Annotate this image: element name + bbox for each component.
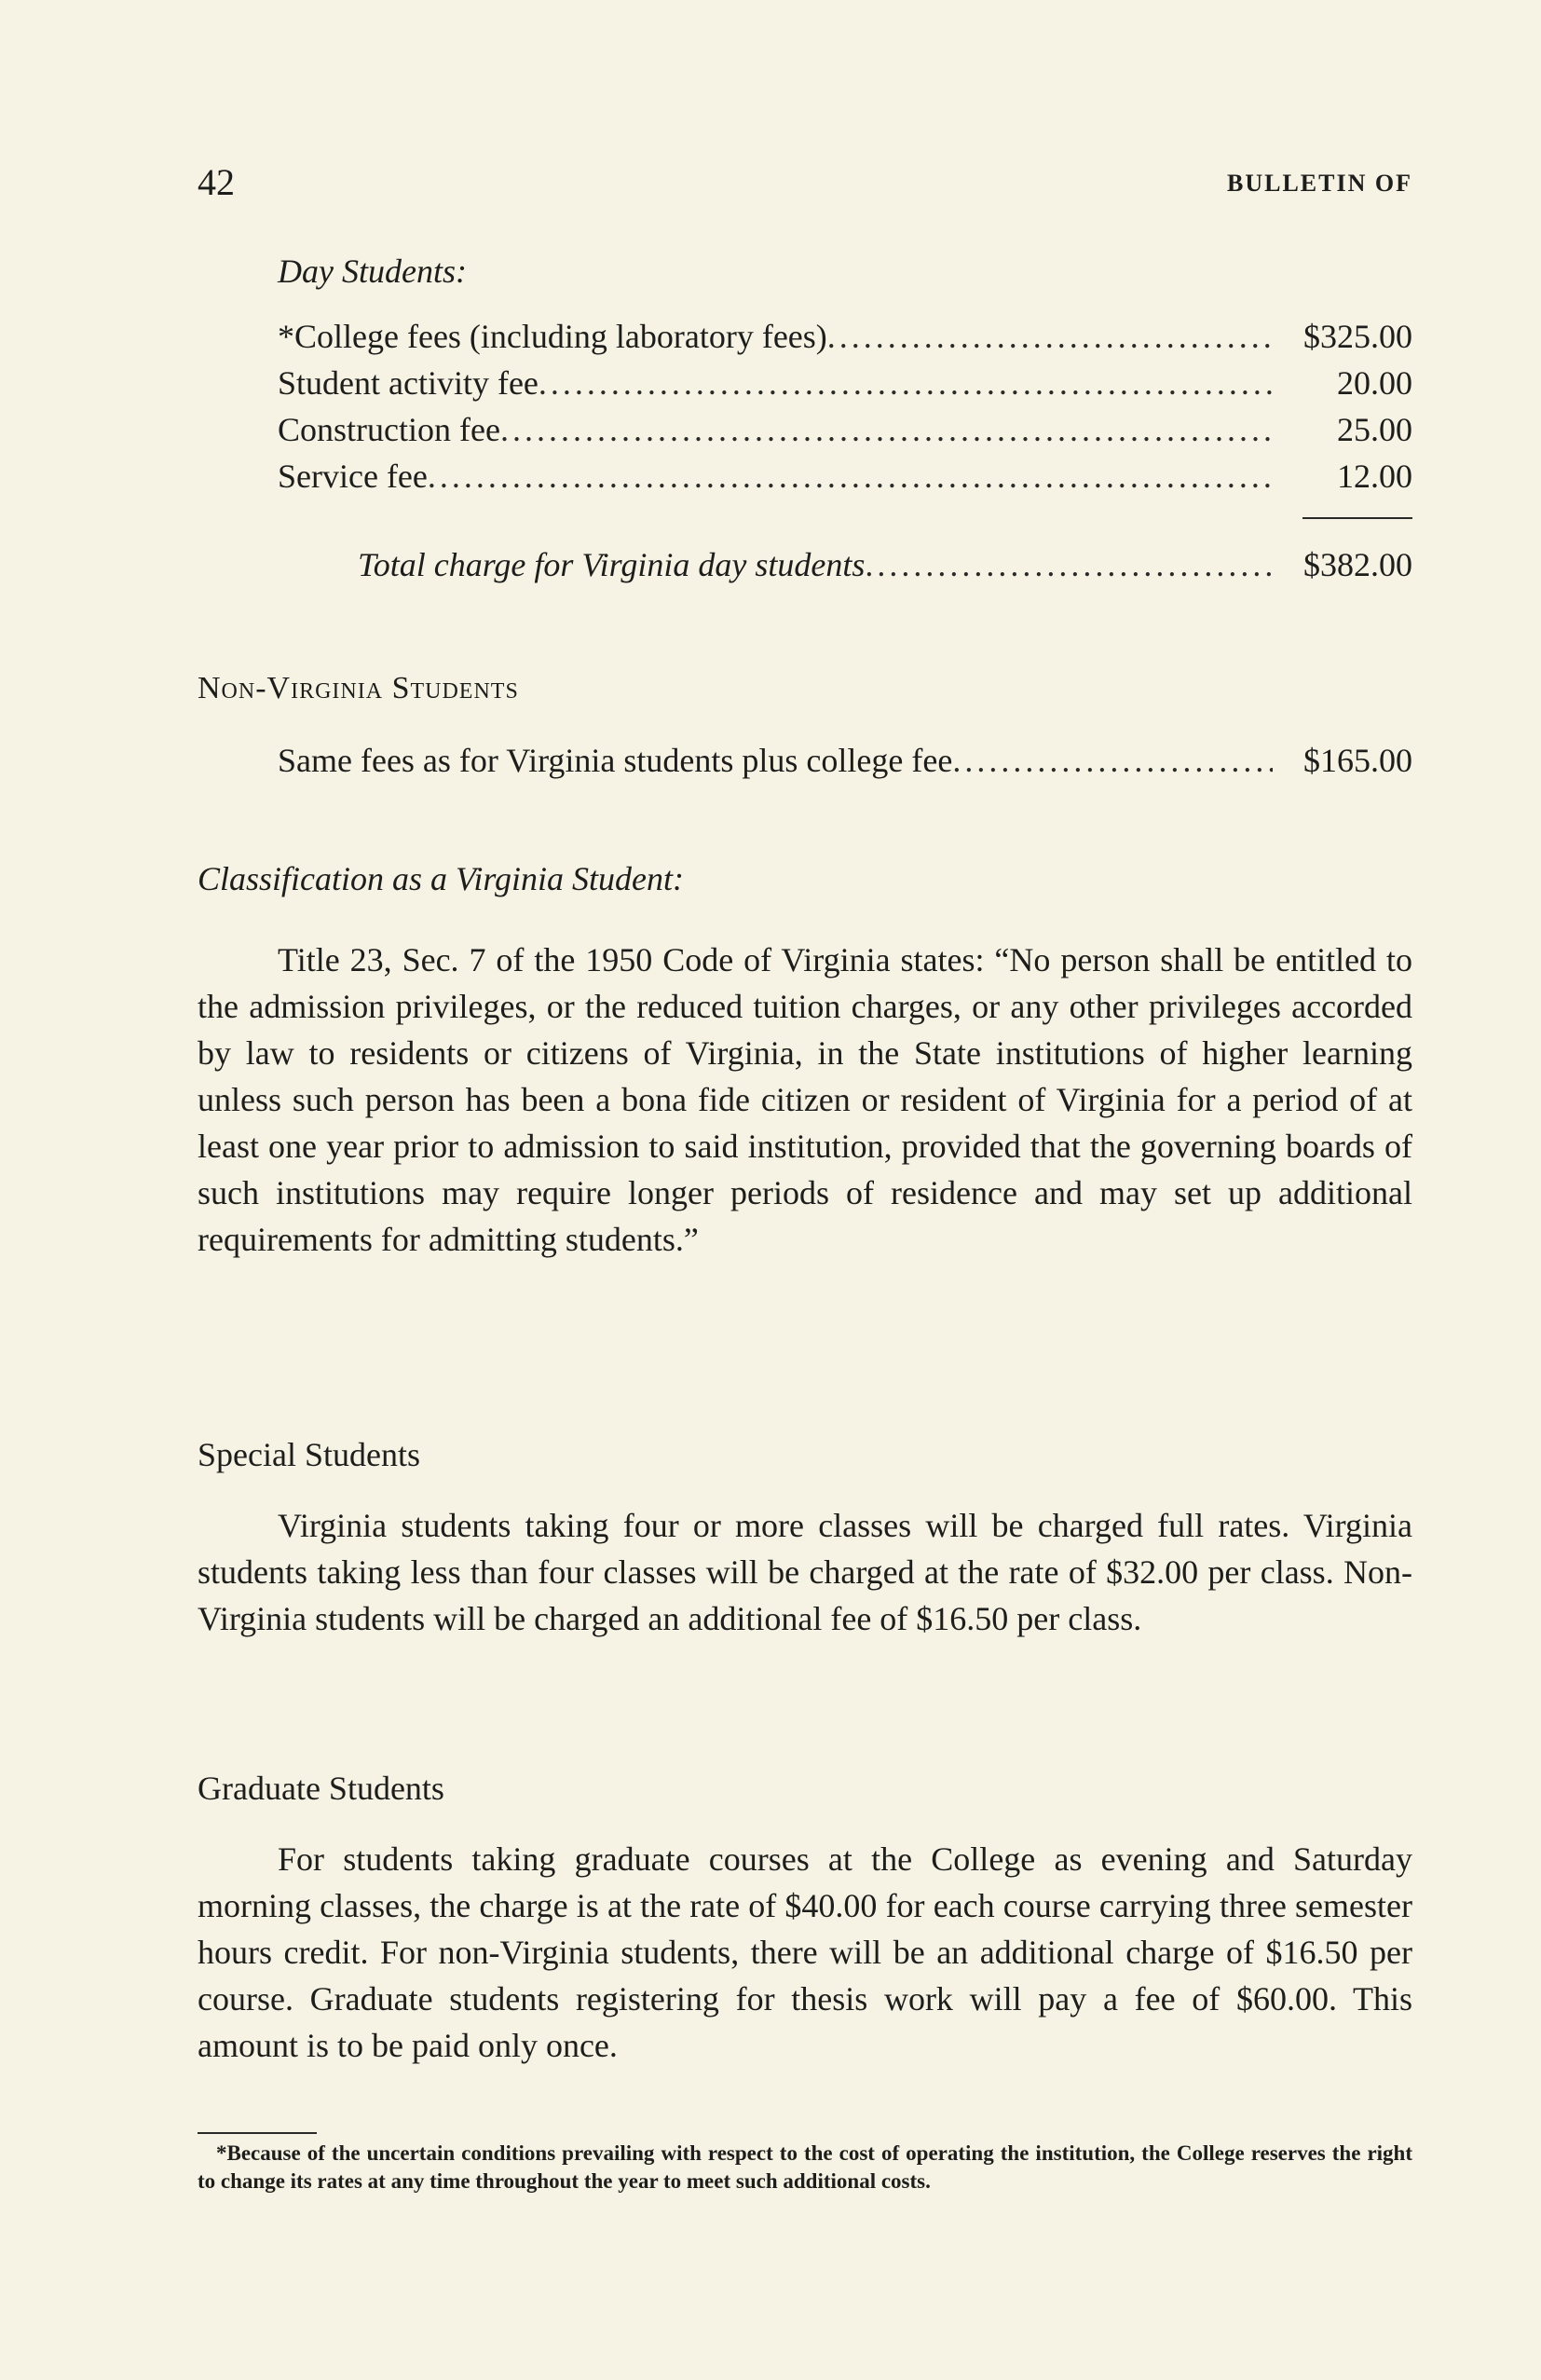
graduate-students-heading: Graduate Students xyxy=(198,1770,444,1807)
dot-leader xyxy=(952,741,1273,780)
fee-amount: $165.00 xyxy=(1303,742,1412,779)
fee-amount: 25.00 xyxy=(1337,411,1412,448)
fee-amount: 12.00 xyxy=(1337,458,1412,495)
page-header xyxy=(198,160,1412,207)
classification-heading: Classification as a Virginia Student: xyxy=(198,860,684,897)
day-students-heading: Day Students: xyxy=(278,253,467,290)
classification-paragraph: Title 23, Sec. 7 of the 1950 Code of Virginia states: “No person shall be entitled to the admission privileges, or the reduced tuition charges, or any other privileges accorded by law to residents or citizens of Virginia, in the State institutions of higher learning unless such person has been a bona fide citizen or resident of Virginia for a period of at least one year prior to admission to said institution, provided that the governing boards of such institutions may require longer periods of residence and may set up additional requirements for admitting students.” xyxy=(198,941,1412,1258)
fee-row-service xyxy=(278,457,1412,503)
fee-label: Same fees as for Virginia students plus college fee xyxy=(278,742,953,779)
fee-row-construction xyxy=(278,410,1412,457)
graduate-students-paragraph: For students taking graduate courses at the College as evening and Saturday morning classes, the charge is at the rate of $40.00 for each course carrying three semester hours credit. For non-Virginia students, there will be an additional charge of $16.50 per course. Graduate students registering for thesis work will pay a fee of $60.00. This amount is to be paid only once. xyxy=(198,1840,1412,2064)
fee-label: *College fees (including laboratory fees) xyxy=(278,318,827,355)
dot-leader xyxy=(865,545,1273,584)
page-number: 42 xyxy=(198,161,235,203)
sum-rule xyxy=(1302,517,1412,519)
fee-row-total xyxy=(358,545,1412,592)
footnote-rule xyxy=(198,2132,317,2134)
fee-amount: $325.00 xyxy=(1303,318,1412,355)
running-head: BULLETIN OF xyxy=(1227,170,1412,197)
dot-leader xyxy=(428,457,1273,496)
special-students-heading: Special Students xyxy=(198,1436,420,1473)
fee-row-activity xyxy=(278,363,1412,410)
footnote: *Because of the uncertain conditions prevailing with respect to the cost of operating the institution, the College reserves the right to change its rates at any time throughout the year to meet such additional costs. xyxy=(198,2141,1412,2193)
total-label: Total charge for Virginia day students xyxy=(358,546,866,583)
fee-row-non-virginia xyxy=(278,741,1412,787)
fee-label: Construction fee xyxy=(278,411,500,448)
total-amount: $382.00 xyxy=(1303,546,1412,583)
fee-amount: 20.00 xyxy=(1337,364,1412,402)
dot-leader xyxy=(500,410,1273,449)
non-virginia-heading: Non-Virginia Students xyxy=(198,671,519,705)
fee-label: Service fee xyxy=(278,458,428,495)
fee-row-college xyxy=(278,317,1412,363)
special-students-paragraph: Virginia students taking four or more classes will be charged full rates. Virginia students taking less than four classes will be charged at the rate of $32.00 per class. Non-Virginia students will be charged an additional fee of $16.50 per class. xyxy=(198,1507,1412,1637)
dot-leader xyxy=(539,363,1273,403)
fee-label: Student activity fee xyxy=(278,364,539,402)
dot-leader xyxy=(827,317,1273,356)
